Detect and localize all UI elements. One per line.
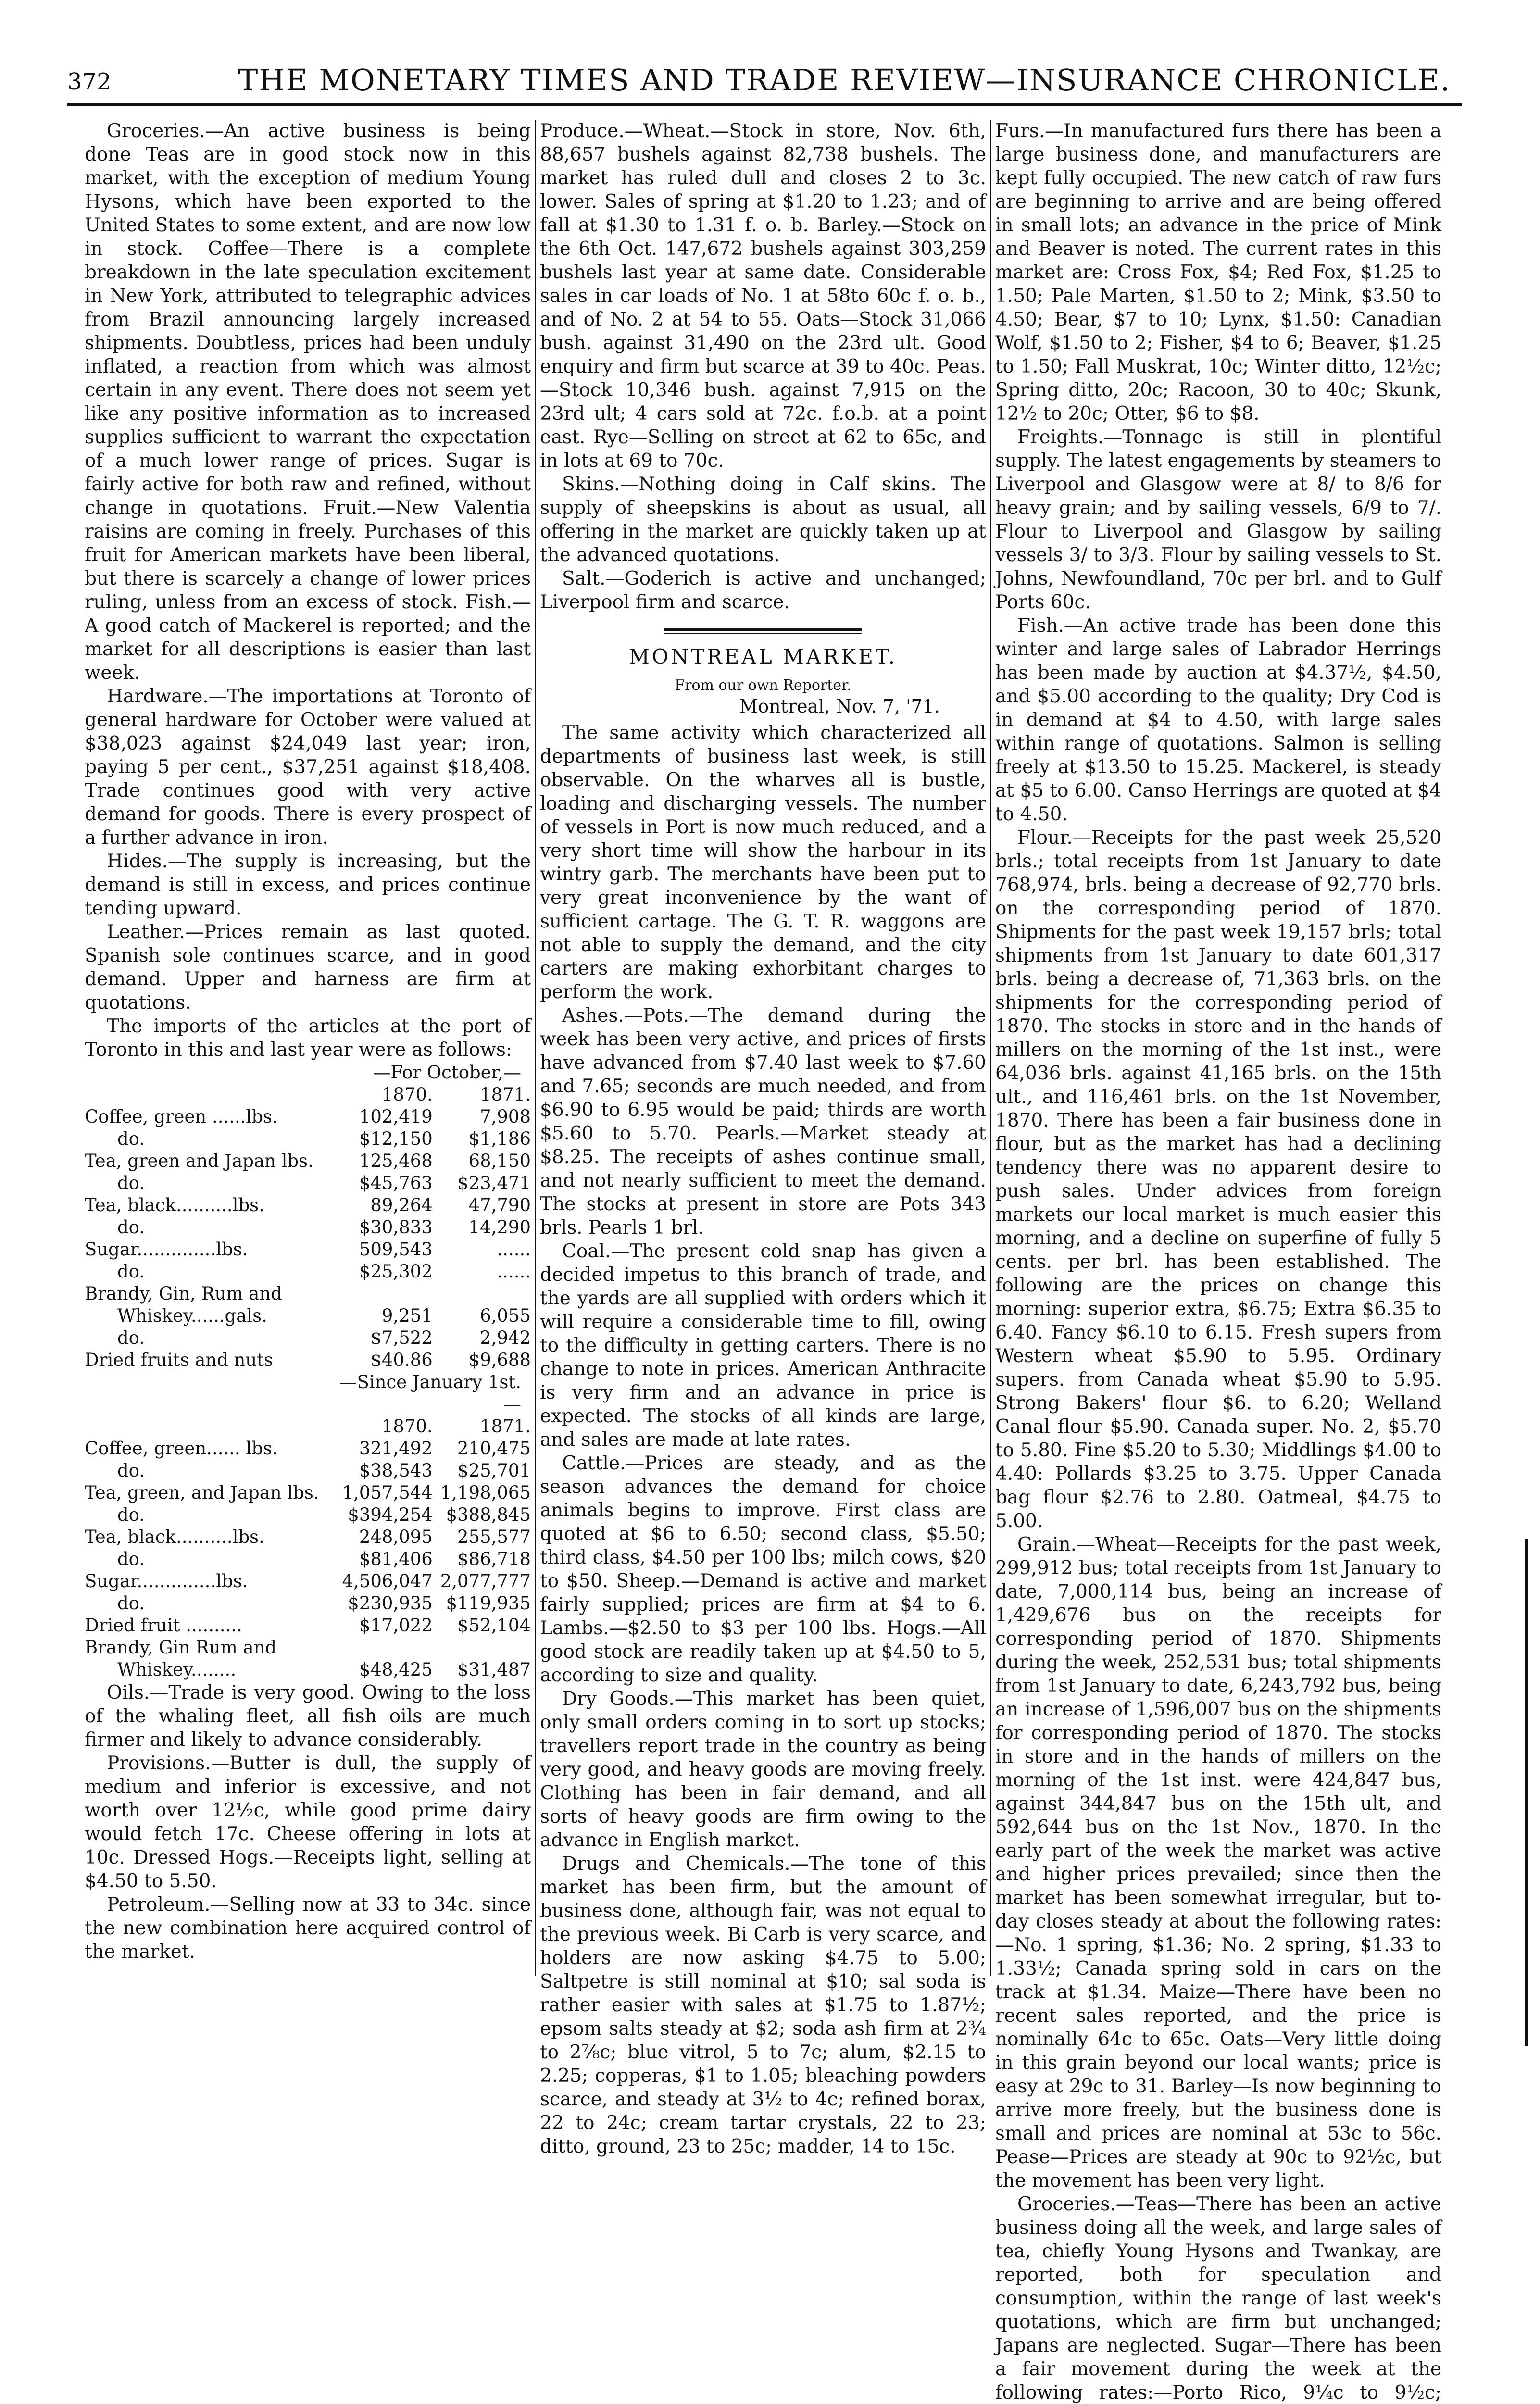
imports-value-1871: 2,942	[480, 1327, 531, 1348]
imports-row	[85, 1526, 531, 1548]
toronto-leather-paragraph: Leather.—Prices remain as last quoted. Spanish sole continues scarce, and in good demand. Upper and harness are firm at quotations.	[85, 921, 531, 1014]
imports-value-1870: $394,254	[348, 1504, 433, 1525]
imports-value-1870: $12,150	[359, 1128, 433, 1149]
imports-row-label: do.	[117, 1327, 145, 1348]
montreal-freights-paragraph: Freights.—Tonnage is still in plentiful supply. The latest engagements by steamers to Liverpool and Glasgow were at 8/ to 8/6 for heavy grain; and by sailing vessels, 6/9 to 7/. Flour to Liverpool and Glasgow by sailing vessels 3/ to 3/3. Flour by sailing vessels to St. Johns, Newfoundland, 70c per brl. and to Gulf Ports 60c.	[995, 426, 1441, 613]
toronto-skins-paragraph: Skins.—Nothing doing in Calf skins. The supply of sheepskins is about as usual, all offering in the market are quickly taken up at the advanced quotations.	[540, 474, 986, 566]
imports-value-1871: $25,701	[457, 1460, 531, 1481]
imports-value-1870: $17,022	[359, 1615, 433, 1636]
imports-value-1871: 7,908	[480, 1106, 531, 1127]
imports-value-1870: $81,406	[359, 1549, 433, 1569]
year-1870: 1870.	[381, 1084, 433, 1105]
october-heading: —For October,—	[373, 1062, 521, 1083]
imports-row	[85, 1349, 531, 1371]
imports-value-1871: $388,845	[446, 1504, 531, 1525]
year-1871: 1871.	[480, 1416, 531, 1437]
imports-row	[85, 1548, 531, 1570]
imports-row-label: Dried fruit ..........	[85, 1615, 242, 1636]
imports-row-label: Whiskey......gals.	[117, 1305, 267, 1326]
imports-row-label: do.	[117, 1128, 145, 1149]
imports-row	[85, 1216, 531, 1239]
year-1870: 1870.	[381, 1416, 433, 1437]
imports-value-1870: $7,522	[370, 1327, 433, 1348]
imports-row-label: Dried fruits and nuts	[85, 1350, 274, 1370]
column-divider	[990, 120, 991, 1976]
montreal-furs-continued: Furs.—In manufactured furs there has been a large business done, and manufacturers are kept fully occupied. The new catch of raw furs are beginning to arrive and are being offered in small lots; an advance in the price of Mink and Beaver is noted. The current rates in this market are: Cross Fox, $4; Red Fox, $1.25 to 1.50; Pale Marten, $1.50 to 2; Mink, $3.50 to 4.50; Bear, $7 to 10; Lynx, $1.50: Canadian Wolf, $1.50 to 2; Fisher, $4 to 6; Beaver, $1.25 to 1.50; Fall Muskrat, 10c; Winter ditto, 12½c; Spring ditto, 20c; Racoon, 30 to 40c; Skunk, 12½ to 20c; Otter, $6 to $8.	[995, 120, 1441, 425]
imports-row-label: do.	[117, 1261, 145, 1282]
column-divider	[535, 120, 536, 1976]
toronto-hardware-paragraph: Hardware.—The importations at Toronto of general hardware for October were valued at $38,023 against $24,049 last year; iron, paying 5 per cent., $37,251 against $18,408. Trade continues good with very active demand for goods. There is every prospect of a further advance in iron.	[85, 686, 531, 849]
montreal-flour-paragraph: Flour.—Receipts for the past week 25,520 brls.; total receipts from 1st January to date 768,974, brls. being a decrease of 92,770 brls. on the corresponding period of 1870. Shipments for the past week 19,157 brls; total shipments from 1st January to date 601,317 brls. being a decrease of, 71,363 brls. on the shipments for the corresponding period of 1870. The stocks in store and in the hands of millers on the morning of the 1st inst., were 64,036 brls. against 41,165 brls. on the 15th ult., and 116,461 brls. on the 1st November, 1870. There has been a fair business done in flour, but as the market has had a declining tendency there was no apparent desire to push sales. Under advices from foreign markets our local market is much easier this morning, and a decline on superfine of fully 5 cents. per brl. has been established. The following are the prices on change this morning: superior extra, $6.75; Extra $6.35 to 6.40. Fancy $6.10 to 6.15. Fresh supers from Western wheat $5.90 to 5.95. Ordinary supers. from Canada wheat $5.90 to 5.95. Strong Bakers' flour $6. to 6.20; Welland Canal flour $5.90. Canada super. No. 2, $5.70 to 5.80. Fine $5.20 to 5.30; Middlings $4.00 to 4.40: Pollards $3.25 to 3.75. Upper Canada bag flour $2.76 to 2.80. Oatmeal, $4.75 to 5.00.	[995, 827, 1441, 1532]
imports-value-1871: 1,198,065	[440, 1482, 531, 1503]
imports-value-1870: $25,302	[359, 1261, 433, 1282]
imports-value-1870: 1,057,544	[342, 1482, 433, 1503]
imports-value-1871: $52,104	[457, 1615, 531, 1636]
imports-value-1870: $40.86	[370, 1350, 433, 1370]
imports-row-label: Tea, green and Japan lbs.	[85, 1151, 313, 1171]
toronto-provisions-paragraph: Provisions.—Butter is dull, the supply of medium and inferior is excessive, and not worth over 12½c, while good prime dairy would fetch 17c. Cheese offering in lots at 10c. Dressed Hogs.—Receipts light, selling at $4.50 to 5.50.	[85, 1753, 531, 1892]
imports-row-label: Tea, black..........lbs.	[85, 1527, 264, 1547]
montreal-grain-paragraph: Grain.—Wheat—Receipts for the past week, 299,912 bus; total receipts from 1st January to date, 7,000,114 bus, being an increase of 1,429,676 bus on the receipts for corresponding period of 1870. Shipments during the week, 252,531 bus; total shipments from 1st January to date, 6,243,792 bus, being an increase of 1,596,007 bus on the shipments for corresponding period of 1870. The stocks in store and in the hands of millers on the morning of the 1st inst. were 424,847 bus, against 344,847 bus on the 15th ult, and 592,644 bus on the 1st Nov., 1870. In the early part of the week the market was active and higher prices prevailed; since then the market has been somewhat irregular, but to-day closes steady at about the following rates:—No. 1 spring, $1.36; No. 2 spring, $1.33 to 1.33½; Canada spring sold in cars on the track at $1.34. Maize—There have been no recent sales reported, and the price is nominally 64c to 65c. Oats—Very little doing in this grain beyond our local wants; price is easy at 29c to 31. Barley—Is now beginning to arrive more freely, but the business done is small and prices are nominal at 53c to 56c. Pease—Prices are steady at 90c to 92½c, but the movement has been very light.	[995, 1534, 1441, 2191]
imports-row-label: do.	[117, 1173, 145, 1193]
imports-row	[85, 1106, 531, 1128]
imports-row	[85, 1482, 531, 1504]
imports-row	[85, 1283, 531, 1305]
montreal-market-title: MONTREAL MARKET.	[628, 645, 898, 668]
imports-value-1870: 321,492	[359, 1438, 433, 1459]
imports-row	[85, 1504, 531, 1526]
toronto-hides-paragraph: Hides.—The supply is increasing, but the demand is still in excess, and prices continue tending upward.	[85, 851, 531, 919]
imports-row-label: do.	[117, 1504, 145, 1525]
imports-row	[85, 1637, 531, 1659]
imports-value-1870: 102,419	[359, 1106, 433, 1127]
imports-row	[85, 1239, 531, 1261]
imports-value-1871: ......	[497, 1239, 531, 1260]
montreal-dateline: Montreal, Nov. 7, '71.	[739, 696, 940, 717]
imports-period-header	[85, 1371, 531, 1415]
imports-row-label: do.	[117, 1593, 145, 1614]
imports-table	[85, 1062, 531, 1681]
imports-value-1870: $38,543	[359, 1460, 433, 1481]
imports-value-1870	[335, 1637, 433, 1659]
imports-row-label: Sugar..............lbs.	[85, 1571, 248, 1591]
montreal-coal-paragraph: Coal.—The present cold snap has given a decided impetus to this branch of trade, and the yards are all supplied with orders which it will require a considerable time to fill, owing to the difficulty in getting carters. There is no change to note in prices. American Anthracite is very firm and an advance in price is expected. The stocks of all kinds are large, and sales are made at late rates.	[540, 1240, 986, 1451]
imports-row	[85, 1659, 531, 1681]
toronto-salt-paragraph: Salt.—Goderich is active and unchanged; Liverpool firm and scarce.	[540, 568, 986, 613]
imports-value-1871	[433, 1283, 531, 1305]
page-header	[67, 63, 1462, 106]
column-left	[85, 119, 531, 1975]
toronto-groceries-paragraph: Groceries.—An active business is being done Teas are in good stock now in this market, with the exception of medium Young Hysons, which have been exported to the United States to some extent, and are now low in stock. Coffee—There is a complete breakdown in the late speculation excitement in New York, attributed to telegraphic advices from Brazil announcing largely increased shipments. Doubtless, prices had been unduly inflated, a reaction from which was almost certain in any event. There does not seem yet like any positive information as to increased supplies sufficient to warrant the expectation of a much lower range of prices. Sugar is fairly active for both raw and refined, without change in quotations. Fruit.—New Valentia raisins are coming in freely. Purchases of this fruit for American markets have been liberal, but there is scarcely a change of lower prices ruling, unless from an excess of stock. Fish.—A good catch of Mackerel is reported; and the market for all descriptions is easier than last week.	[85, 120, 531, 684]
column-right	[995, 119, 1441, 2404]
imports-value-1871: 255,577	[457, 1527, 531, 1547]
imports-value-1871: $86,718	[457, 1549, 531, 1569]
imports-row-label: Brandy, Gin, Rum and	[85, 1283, 282, 1304]
imports-value-1871: ......	[497, 1261, 531, 1282]
masthead: THE MONETARY TIMES AND TRADE REVIEW—INSURANCE CHRONICLE.	[238, 63, 1451, 98]
montreal-dry-goods-paragraph: Dry Goods.—This market has been quiet, only small orders coming in to sort up stocks; travellers report trade in the country as being very good, and heavy goods are moving freely. Clothing has been in fair demand, and all sorts of heavy goods are firm owing to the advance in English market.	[540, 1688, 986, 1851]
imports-row-label: Tea, green, and Japan lbs.	[85, 1482, 319, 1503]
imports-value-1870: 89,264	[370, 1195, 433, 1215]
header-rule	[67, 103, 1462, 106]
toronto-petroleum-paragraph: Petroleum.—Selling now at 33 to 34c. since the new combination here acquired control of the market.	[85, 1894, 531, 1963]
scan-margin-mark	[1525, 1539, 1528, 2046]
year-1871: 1871.	[480, 1084, 531, 1105]
imports-value-1870: 125,468	[359, 1151, 433, 1171]
imports-row	[85, 1305, 531, 1327]
imports-value-1871: $23,471	[457, 1173, 531, 1193]
imports-value-1871: 2,077,777	[440, 1571, 531, 1591]
toronto-produce-continued: Produce.—Wheat.—Stock in store, Nov. 6th, 88,657 bushels against 82,738 bushels. The market has ruled dull and closes 2 to 3c. lower. Sales of spring at $1.20 to 1.23; and of fall at $1.30 to 1.31 f. o. b. Barley.—Stock on the 6th Oct. 147,672 bushels against 303,259 bushels last year at same date. Considerable sales in car loads of No. 1 at 58to 60c f. o. b., and of No. 2 at 54 to 55. Oats—Stock 31,066 bush. against 31,490 on the 23rd ult. Good enquiry and firm but scarce at 39 to 40c. Peas.—Stock 10,346 bush. against 7,915 on the 23rd ult; 4 cars sold at 72c. f.o.b. at a point east. Rye—Selling on street at 62 to 65c, and in lots at 69 to 70c.	[540, 120, 986, 472]
imports-value-1871: $9,688	[468, 1350, 531, 1370]
imports-row	[85, 1128, 531, 1150]
imports-row	[85, 1194, 531, 1216]
column-middle	[540, 119, 986, 2157]
imports-row	[85, 1327, 531, 1349]
imports-value-1870: $230,935	[348, 1593, 433, 1614]
montreal-byline: From our own Reporter.	[675, 677, 851, 694]
section-rule	[664, 628, 862, 634]
imports-value-1870: 509,543	[359, 1239, 433, 1260]
since-january-heading: —Since January 1st.—	[339, 1372, 521, 1415]
imports-year-header	[85, 1084, 531, 1106]
imports-value-1871: $119,935	[446, 1593, 531, 1614]
imports-value-1871: 47,790	[468, 1195, 531, 1215]
imports-value-1871: 68,150	[468, 1151, 531, 1171]
imports-row-label: Sugar..............lbs.	[85, 1239, 248, 1260]
imports-value-1870: $30,833	[359, 1217, 433, 1238]
montreal-groceries-paragraph: Groceries.—Teas—There has been an active business doing all the week, and large sales of tea, chiefly Young Hysons and Twankay, are reported, both for speculation and consumption, within the range of last week's quotations, which are firm but unchanged; Japans are neglected. Sugar—There has been a fair movement during the week at the following rates:—Porto Rico, 9¼c to 9½c;	[995, 2193, 1441, 2404]
imports-row-label: Tea, black..........lbs.	[85, 1195, 264, 1215]
imports-row-label: do.	[117, 1549, 145, 1569]
imports-intro: The imports of the articles at the port of Toronto in this and last year were as follows:	[85, 1015, 531, 1061]
imports-value-1871: $31,487	[457, 1659, 531, 1680]
imports-row	[85, 1150, 531, 1172]
imports-year-header	[85, 1415, 531, 1438]
imports-row	[85, 1615, 531, 1637]
imports-value-1871: $1,186	[468, 1128, 531, 1149]
imports-row	[85, 1570, 531, 1592]
montreal-market-heading-block	[540, 628, 986, 717]
toronto-oils-paragraph: Oils.—Trade is very good. Owing to the loss of the whaling fleet, all fish oils are much firmer and likely to advance considerably.	[85, 1682, 531, 1751]
imports-value-1871: 210,475	[457, 1438, 531, 1459]
imports-value-1870: 9,251	[381, 1305, 433, 1326]
imports-value-1871: 14,290	[468, 1217, 531, 1238]
imports-value-1870: 248,095	[359, 1527, 433, 1547]
imports-value-1870: 4,506,047	[342, 1571, 433, 1591]
montreal-fish-paragraph: Fish.—An active trade has been done this winter and large sales of Labrador Herrings has been made by auction at $4.37½, $4.50, and $5.00 according to the quality; Dry Cod is in demand at $4 to 4.50, with large sales within range of quotations. Salmon is selling freely at $13.50 to 15.25. Mackerel, is steady at $5 to 6.00. Canso Herrings are quoted at $4 to 4.50.	[995, 615, 1441, 825]
imports-value-1870: $45,763	[359, 1173, 433, 1193]
imports-row-label: do.	[117, 1217, 145, 1238]
montreal-intro-paragraph: The same activity which characterized all departments of business last week, is still observable. On the wharves all is bustle, loading and discharging vessels. The number of vessels in Port is now much reduced, and a very short time will show the harbour in its wintry garb. The merchants have been put to very great inconvenience by the want of sufficient cartage. The G. T. R. waggons are not able to supply the demand, and the city carters are making exhorbitant charges to perform the work.	[540, 722, 986, 1003]
imports-row	[85, 1172, 531, 1194]
imports-value-1870	[335, 1283, 433, 1305]
imports-value-1871	[433, 1637, 531, 1659]
imports-value-1870: $48,425	[359, 1659, 433, 1680]
page-number: 372	[67, 68, 112, 95]
imports-value-1871: 6,055	[480, 1305, 531, 1326]
imports-row-label: Whiskey........	[117, 1659, 237, 1680]
imports-row	[85, 1460, 531, 1482]
imports-row	[85, 1592, 531, 1615]
montreal-drugs-paragraph: Drugs and Chemicals.—The tone of this market has been firm, but the amount of business done, although fair, was not equal to the previous week. Bi Carb is very scarce, and holders are now asking $4.75 to 5.00; Saltpetre is still nominal at $10; sal soda is rather easier with sales at $1.75 to 1.87½; epsom salts steady at $2; soda ash firm at 2¾ to 2⅞c; blue vitrol, 5 to 7c; alum, $2.15 to 2.25; copperas, $1 to 1.05; bleaching powders scarce, and steady at 3½ to 4c; refined borax, 22 to 24c; cream tartar crystals, 22 to 23; ditto, ground, 23 to 25c; madder, 14 to 15c.	[540, 1853, 986, 2157]
imports-row	[85, 1261, 531, 1283]
imports-row-label: do.	[117, 1460, 145, 1481]
montreal-ashes-paragraph: Ashes.—Pots.—The demand during the week has been very active, and prices of firsts have advanced from $7.40 last week to $7.60 and 7.65; seconds are much needed, and from $6.90 to 6.95 would be paid; thirds are worth $5.60 to 5.70. Pearls.—Market steady at $8.25. The receipts of ashes continue small, and not nearly sufficient to meet the demand. The stocks at present in store are Pots 343 brls. Pearls 1 brl.	[540, 1005, 986, 1239]
montreal-cattle-paragraph: Cattle.—Prices are steady, and as the season advances the demand for choice animals begins to improve. First class are quoted at $6 to 6.50; second class, $5.50; third class, $4.50 per 100 lbs; milch cows, $20 to $50. Sheep.—Demand is active and market fairly supplied; prices are firm at $4 to 6. Lambs.—$2.50 to $3 per 100 lbs. Hogs.—All good stock are readily taken up at $4.50 to 5, according to size and quality.	[540, 1452, 986, 1686]
imports-row-label: Coffee, green...... lbs.	[85, 1438, 278, 1459]
imports-row	[85, 1438, 531, 1460]
imports-period-header	[85, 1062, 531, 1084]
imports-row-label: Coffee, green ......lbs.	[85, 1106, 278, 1127]
imports-row-label: Brandy, Gin Rum and	[85, 1637, 277, 1658]
